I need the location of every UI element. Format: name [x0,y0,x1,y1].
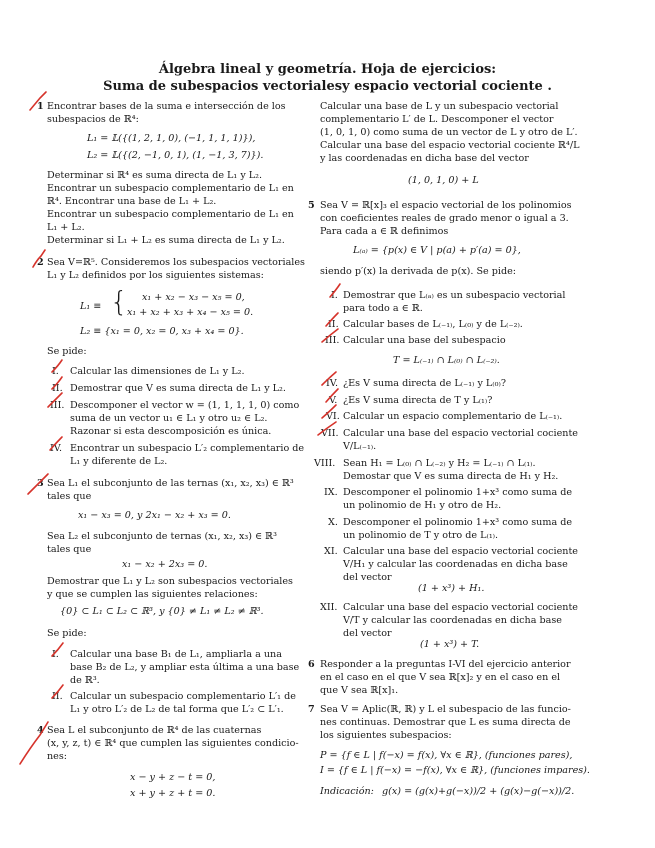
item-text: Razonar si esta descomposición es única. [70,426,272,437]
exercise-5-line: Para cada a ∈ ℝ definimos [320,226,449,237]
exercise-4-number: 4 [37,725,44,736]
item-text: un polinomio de H₁ y otro de H₂. [343,500,502,511]
equation: x − y + z − t = 0, [130,772,216,783]
exercise-1-line: subespacios de ℝ⁴: [47,114,139,125]
definition-P: P = {f ∈ L | f(−x) = f(x), ∀x ∈ ℝ}, (funciones pares), [320,750,573,761]
roman-numeral: I. [331,290,338,301]
exercise-1-line: Encontrar bases de la suma e intersección de los [47,101,286,112]
se-pide-label: Se pide: [47,346,87,357]
system-label: L₁ ≡ [80,301,102,312]
item-text: Descomponer el polinomio 1+x³ como suma de [343,517,573,528]
item-text: Encontrar un subespacio L′₂ complementario de [70,443,305,454]
item-text: Calcular una base del espacio vectorial cociente [343,546,578,557]
equation: x₁ − x₃ = 0, y 2x₁ − x₂ + x₃ = 0. [78,510,231,521]
title-line-2: Suma de subespacios vectorialesy espacio vectorial cociente . [103,79,552,94]
item-text: V/H₁ y calcular las coordenadas en dicha base [343,559,568,570]
exercise-6-number: 6 [308,659,315,670]
roman-numeral: I. [52,366,59,377]
exercise-7-line: los siguientes subespacios: [320,730,452,741]
exercise-4-line: (x, y, z, t) ∈ ℝ⁴ que cumplen las siguientes condicio- [47,738,299,749]
vector: (1 + x³) + T. [420,639,480,650]
exercise-7-line: nes continuas. Demostrar que L es suma directa de [320,717,571,728]
exercise-6-line: en el caso en el que V sea ℝ[x]₂ y en el caso en el [320,672,561,683]
vector: (1 + x³) + H₁. [418,583,485,594]
exercise-3-line: Sea L₁ el subconjunto de las ternas (x₁, x₂, x₃) ∈ ℝ³ [47,478,294,489]
item-text: ¿Es V suma directa de T y L₍₁₎? [343,395,493,406]
exercise-2-line: L₁ y L₂ definidos por los siguientes sistemas: [47,270,264,281]
item-text: Calcular un espacio complementario de L₍₋₁₎. [343,411,563,422]
item-text: Calcular una base B₁ de L₁, ampliarla a una [70,649,282,660]
item-text: del vector [343,628,392,639]
exercise-3-line: Sea L₂ el subconjunto de ternas (x₁, x₂, x₃) ∈ ℝ³ [47,531,277,542]
exercise-1-line: Determinar si ℝ⁴ es suma directa de L₁ y L₂. [47,170,263,181]
exercise-1-line: Encontrar un subespacio complementario de L₁ en [47,183,294,194]
roman-numeral: IV. [50,443,63,454]
exercise-6-line: Responder a la preguntas I-VI del ejercicio anterior [320,659,571,670]
roman-numeral: IV. [326,378,339,389]
exercise-1-number: 1 [37,101,44,112]
exercise-1-line: Encontrar un subespacio complementario de L₁ en [47,209,294,220]
roman-numeral: VI. [326,411,340,422]
relations: {0} ⊂ L₁ ⊂ L₂ ⊂ ℝ³, y {0} ≠ L₁ ≠ L₂ ≠ ℝ³. [60,606,264,617]
item-text: base B₂ de L₂, y ampliar esta última a una base [70,662,300,673]
item-text: suma de un vector u₁ ∈ L₁ y otro u₂ ∈ L₂. [70,413,268,424]
exercise-3-line: tales que [47,544,92,555]
hint-formula: g(x) = (g(x)+g(−x))/2 + (g(x)−g(−x))/2. [382,786,575,797]
formula-L1: L₁ = 𝕃({(1, 2, 1, 0), (−1, 1, 1, 1)}), [87,133,256,144]
exercise-4-cont-line: complementario L′ de L. Descomponer el vector [320,114,554,125]
item-text: Calcular bases de L₍₋₁₎, L₍₀₎ y de L₍₋₂₎. [343,319,523,330]
item-text: L₁ y otro L′₂ de L₂ de tal forma que L′₂ ⊂ L′₁. [70,704,284,715]
definition-I: I = {f ∈ L | f(−x) = −f(x), ∀x ∈ ℝ}, (funciones impares). [320,765,590,776]
exercise-5-line: siendo p′(x) la derivada de p(x). Se pide: [320,266,517,277]
item-text: Demostrar que V es suma directa de L₁ y L₂. [70,383,286,394]
exercise-3-line: tales que [47,491,92,502]
item-text: Descomponer el vector w = (1, 1, 1, 1, 0) como [70,400,300,411]
exercise-4-line: nes: [47,751,68,762]
roman-numeral: II. [328,319,339,330]
roman-numeral: X. [328,517,338,528]
roman-numeral: XII. [320,602,338,613]
item-text: del vector [343,572,392,583]
hint-label: Indicación: [320,786,374,797]
formula-L2: L₂ = 𝕃({(2, −1, 0, 1), (1, −1, 3, 7)}). [87,150,264,161]
vector: (1, 0, 1, 0) + L [408,175,479,186]
exercise-3-line: Demostrar que L₁ y L₂ son subespacios vectoriales [47,576,293,587]
item-text: de ℝ³. [70,675,100,686]
item-text: Calcular una base del espacio vectorial cociente [343,602,578,613]
item-text: Calcular un subespacio complementario L′₁ de [70,691,296,702]
exercise-7-line: Sea V = Aplic(ℝ, ℝ) y L el subespacio de las funcio- [320,704,571,715]
item-text: V/L₍₋₁₎. [343,441,377,452]
item-text: Calcular las dimensiones de L₁ y L₂. [70,366,245,377]
item-text: Sean H₁ = L₍₀₎ ∩ L₍₋₂₎ y H₂ = L₍₋₁₎ ∩ L₍₁₎. [343,458,536,469]
item-text: L₁ y diferente de L₂. [70,456,168,467]
item-text: para todo a ∈ ℝ. [343,303,423,314]
exercise-4-cont-line: Calcular una base del espacio vectorial cociente ℝ⁴/L [320,140,580,151]
exercise-1-line: Determinar si L₁ + L₂ es suma directa de L₁ y L₂. [47,235,285,246]
roman-numeral: IX. [324,487,338,498]
equation: x + y + z + t = 0. [130,788,216,799]
exercise-6-line: que V sea ℝ[x]₁. [320,685,399,696]
exercise-3-line: y que se cumplen las siguientes relaciones: [47,589,258,600]
item-text: Demostrar que L₍ₐ₎ es un subespacio vectorial [343,290,566,301]
item-text: Calcular una base del subespacio [343,335,506,346]
roman-numeral: III. [325,335,340,346]
item-text: Calcular una base del espacio vectorial cociente [343,428,578,439]
exercise-5-number: 5 [308,200,315,211]
roman-numeral: VII. [321,428,339,439]
roman-numeral: V. [329,395,338,406]
exercise-5-line: Sea V = ℝ[x]₃ el espacio vectorial de los polinomios [320,200,572,211]
system-brace: { [110,285,128,318]
exercise-1-line: L₁ + L₂. [47,222,85,233]
item-text: Descomponer el polinomio 1+x³ como suma de [343,487,573,498]
roman-numeral: II. [52,691,63,702]
system-eq-2: x₁ + x₂ + x₃ + x₄ − x₅ = 0. [127,307,254,318]
exercise-4-cont-line: y las coordenadas en dicha base del vector [320,153,529,164]
system-eq-1: x₁ + x₂ − x₃ − x₅ = 0, [142,292,245,303]
exercise-4-cont-line: Calcular una base de L y un subespacio vectorial [320,101,559,112]
definition-La: L₍ₐ₎ = {p(x) ∈ V | p(a) + p′(a) = 0}, [353,245,521,256]
roman-numeral: III. [50,400,65,411]
equation: x₁ − x₂ + 2x₃ = 0. [122,559,208,570]
roman-numeral: II. [52,383,63,394]
exercise-7-number: 7 [308,704,315,715]
definition-T: T = L₍₋₁₎ ∩ L₍₀₎ ∩ L₍₋₂₎. [393,355,500,366]
roman-numeral: XI. [324,546,338,557]
exercise-2-number: 2 [37,257,44,268]
formula-L2-def: L₂ ≡ {x₁ = 0, x₂ = 0, x₃ + x₄ = 0}. [80,326,244,337]
exercise-5-line: con coeficientes reales de grado menor o igual a 3. [320,213,569,224]
exercise-4-line: Sea L el subconjunto de ℝ⁴ de las cuaternas [47,725,262,736]
item-text: ¿Es V suma directa de L₍₋₁₎ y L₍₀₎? [343,378,506,389]
item-text: V/T y calcular las coordenadas en dicha base [343,615,562,626]
exercise-3-number: 3 [37,478,44,489]
roman-numeral: VIII. [314,458,336,469]
title-line-1: Álgebra lineal y geometría. Hoja de ejercicios: [158,62,497,77]
se-pide-label: Se pide: [47,628,87,639]
item-text: un polinomio de T y otro de L₍₁₎. [343,530,499,541]
item-text: Demostar que V es suma directa de H₁ y H₂. [343,471,559,482]
exercise-4-cont-line: (1, 0, 1, 0) como suma de un vector de L y otro de L′. [320,127,578,138]
exercise-1-line: ℝ⁴. Encontrar una base de L₁ + L₂. [47,196,217,207]
roman-numeral: I. [52,649,59,660]
exercise-2-line: Sea V=ℝ⁵. Consideremos los subespacios vectoriales [47,257,305,268]
